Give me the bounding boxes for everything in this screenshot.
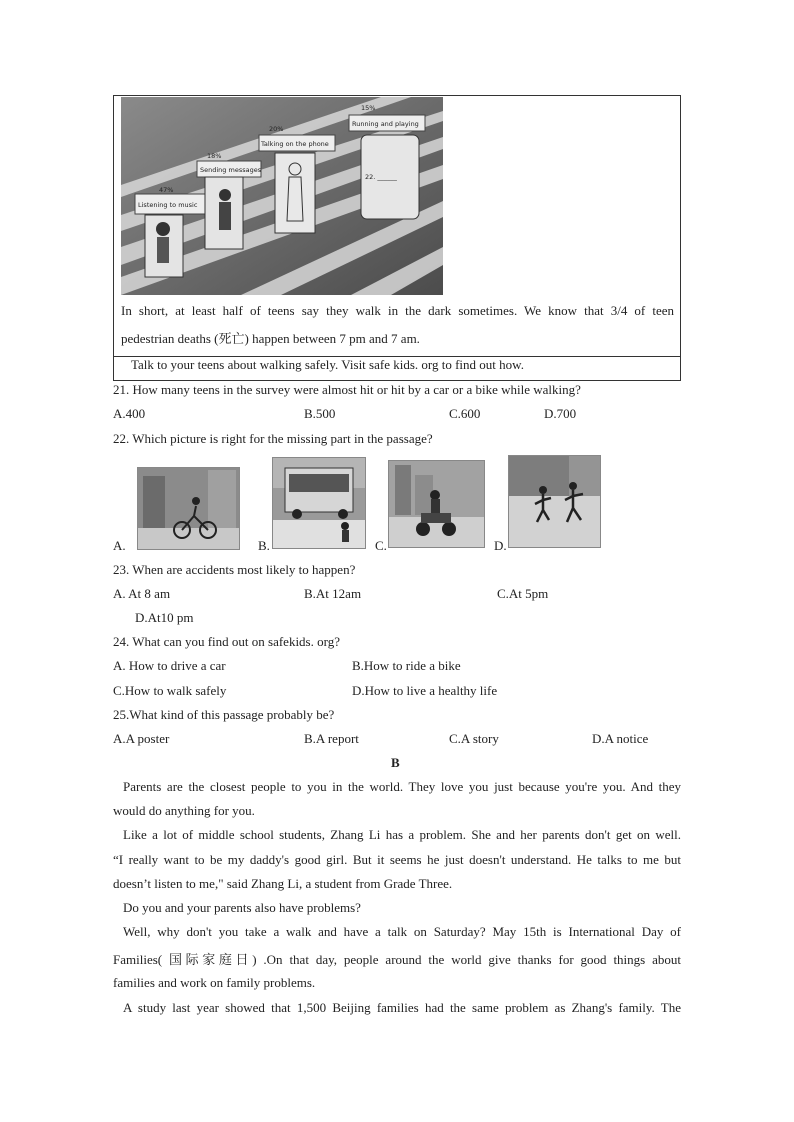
para4-line2: Families( 国际家庭日) .On that day, people around the world give thanks for good things about xyxy=(113,952,681,968)
q23-option-d[interactable]: D.At10 pm xyxy=(135,610,194,625)
para4-line1: Well, why don't you take a walk and have a talk on Saturday? May 15th is International Day of xyxy=(123,924,681,939)
q24-option-b[interactable]: B.How to ride a bike xyxy=(352,658,461,673)
picture-a-cyclist[interactable] xyxy=(137,467,240,550)
crosswalk-illustration xyxy=(121,97,443,295)
q22-option-c[interactable]: C. xyxy=(375,538,387,553)
para3: Do you and your parents also have problems? xyxy=(123,900,361,915)
question-23-stem: 23. When are accidents most likely to happen? xyxy=(113,562,356,577)
survey-label-2: Sending messages xyxy=(200,166,262,174)
picture-b-bus[interactable] xyxy=(272,457,366,549)
q25-option-b[interactable]: B.A report xyxy=(304,731,359,746)
q21-option-d[interactable]: D.700 xyxy=(544,406,577,421)
survey-label-1: Listening to music xyxy=(138,201,198,209)
survey-text-line2: pedestrian deaths (死亡) happen between 7 pm and 7 am. xyxy=(121,331,420,347)
survey-label-4: Running and playing xyxy=(352,120,419,128)
q24-option-a[interactable]: A. How to drive a car xyxy=(113,658,226,673)
para1-line1: Parents are the closest people to you in the world. They love you just because you're you. And they xyxy=(123,779,681,794)
section-b-heading: B xyxy=(391,755,400,770)
q24-option-d[interactable]: D.How to live a healthy life xyxy=(352,683,498,698)
para2-line1: Like a lot of middle school students, Zhang Li has a problem. She and her parents don't get on well. xyxy=(123,827,681,842)
para4-line3: families and work on family problems. xyxy=(113,975,316,990)
survey-footer: Talk to your teens about walking safely. Visit safe kids. org to find out how. xyxy=(131,357,524,372)
survey-pct-3: 20% xyxy=(269,125,284,133)
missing-part-blank: 22. ______ xyxy=(365,173,397,181)
survey-label-3: Talking on the phone xyxy=(261,140,329,148)
picture-d-children-running[interactable] xyxy=(508,455,601,548)
q21-option-a[interactable]: A.400 xyxy=(113,406,146,421)
survey-pct-4: 15% xyxy=(361,104,376,112)
survey-text-line1: In short, at least half of teens say they walk in the dark sometimes. We know that 3/4 of teen xyxy=(121,303,674,318)
survey-pct-2: 18% xyxy=(207,152,222,160)
bus-image xyxy=(273,458,366,549)
q22-option-d[interactable]: D. xyxy=(494,538,507,553)
question-21-stem: 21. How many teens in the survey were almost hit or hit by a car or a bike while walking? xyxy=(113,382,581,397)
q25-option-a[interactable]: A.A poster xyxy=(113,731,170,746)
q23-option-a[interactable]: A. At 8 am xyxy=(113,586,171,601)
q21-option-c[interactable]: C.600 xyxy=(449,406,481,421)
question-25-stem: 25.What kind of this passage probably be? xyxy=(113,707,335,722)
q25-option-c[interactable]: C.A story xyxy=(449,731,499,746)
q22-option-a[interactable]: A. xyxy=(113,538,126,553)
cyclist-image xyxy=(138,468,240,550)
question-22-stem: 22. Which picture is right for the missing part in the passage? xyxy=(113,431,433,446)
q24-option-c[interactable]: C.How to walk safely xyxy=(113,683,227,698)
q22-option-b[interactable]: B. xyxy=(258,538,270,553)
q25-option-d[interactable]: D.A notice xyxy=(592,731,649,746)
para1-line2: would do anything for you. xyxy=(113,803,255,818)
survey-pct-1: 47% xyxy=(159,186,174,194)
q21-option-b[interactable]: B.500 xyxy=(304,406,336,421)
question-24-stem: 24. What can you find out on safekids. org? xyxy=(113,634,340,649)
scooter-image xyxy=(389,461,485,548)
survey-photo xyxy=(121,97,443,295)
q23-option-b[interactable]: B.At 12am xyxy=(304,586,362,601)
q23-option-c[interactable]: C.At 5pm xyxy=(497,586,549,601)
para5-line1: A study last year showed that 1,500 Beijing families had the same problem as Zhang's family. The xyxy=(123,1000,681,1015)
children-running-image xyxy=(509,456,601,548)
para2-line3: doesn’t listen to me," said Zhang Li, a student from Grade Three. xyxy=(113,876,453,891)
para2-line2: “I really want to be my daddy's good girl. But it seems he just doesn't understand. He talks to me but xyxy=(113,852,681,867)
picture-c-scooter[interactable] xyxy=(388,460,485,548)
